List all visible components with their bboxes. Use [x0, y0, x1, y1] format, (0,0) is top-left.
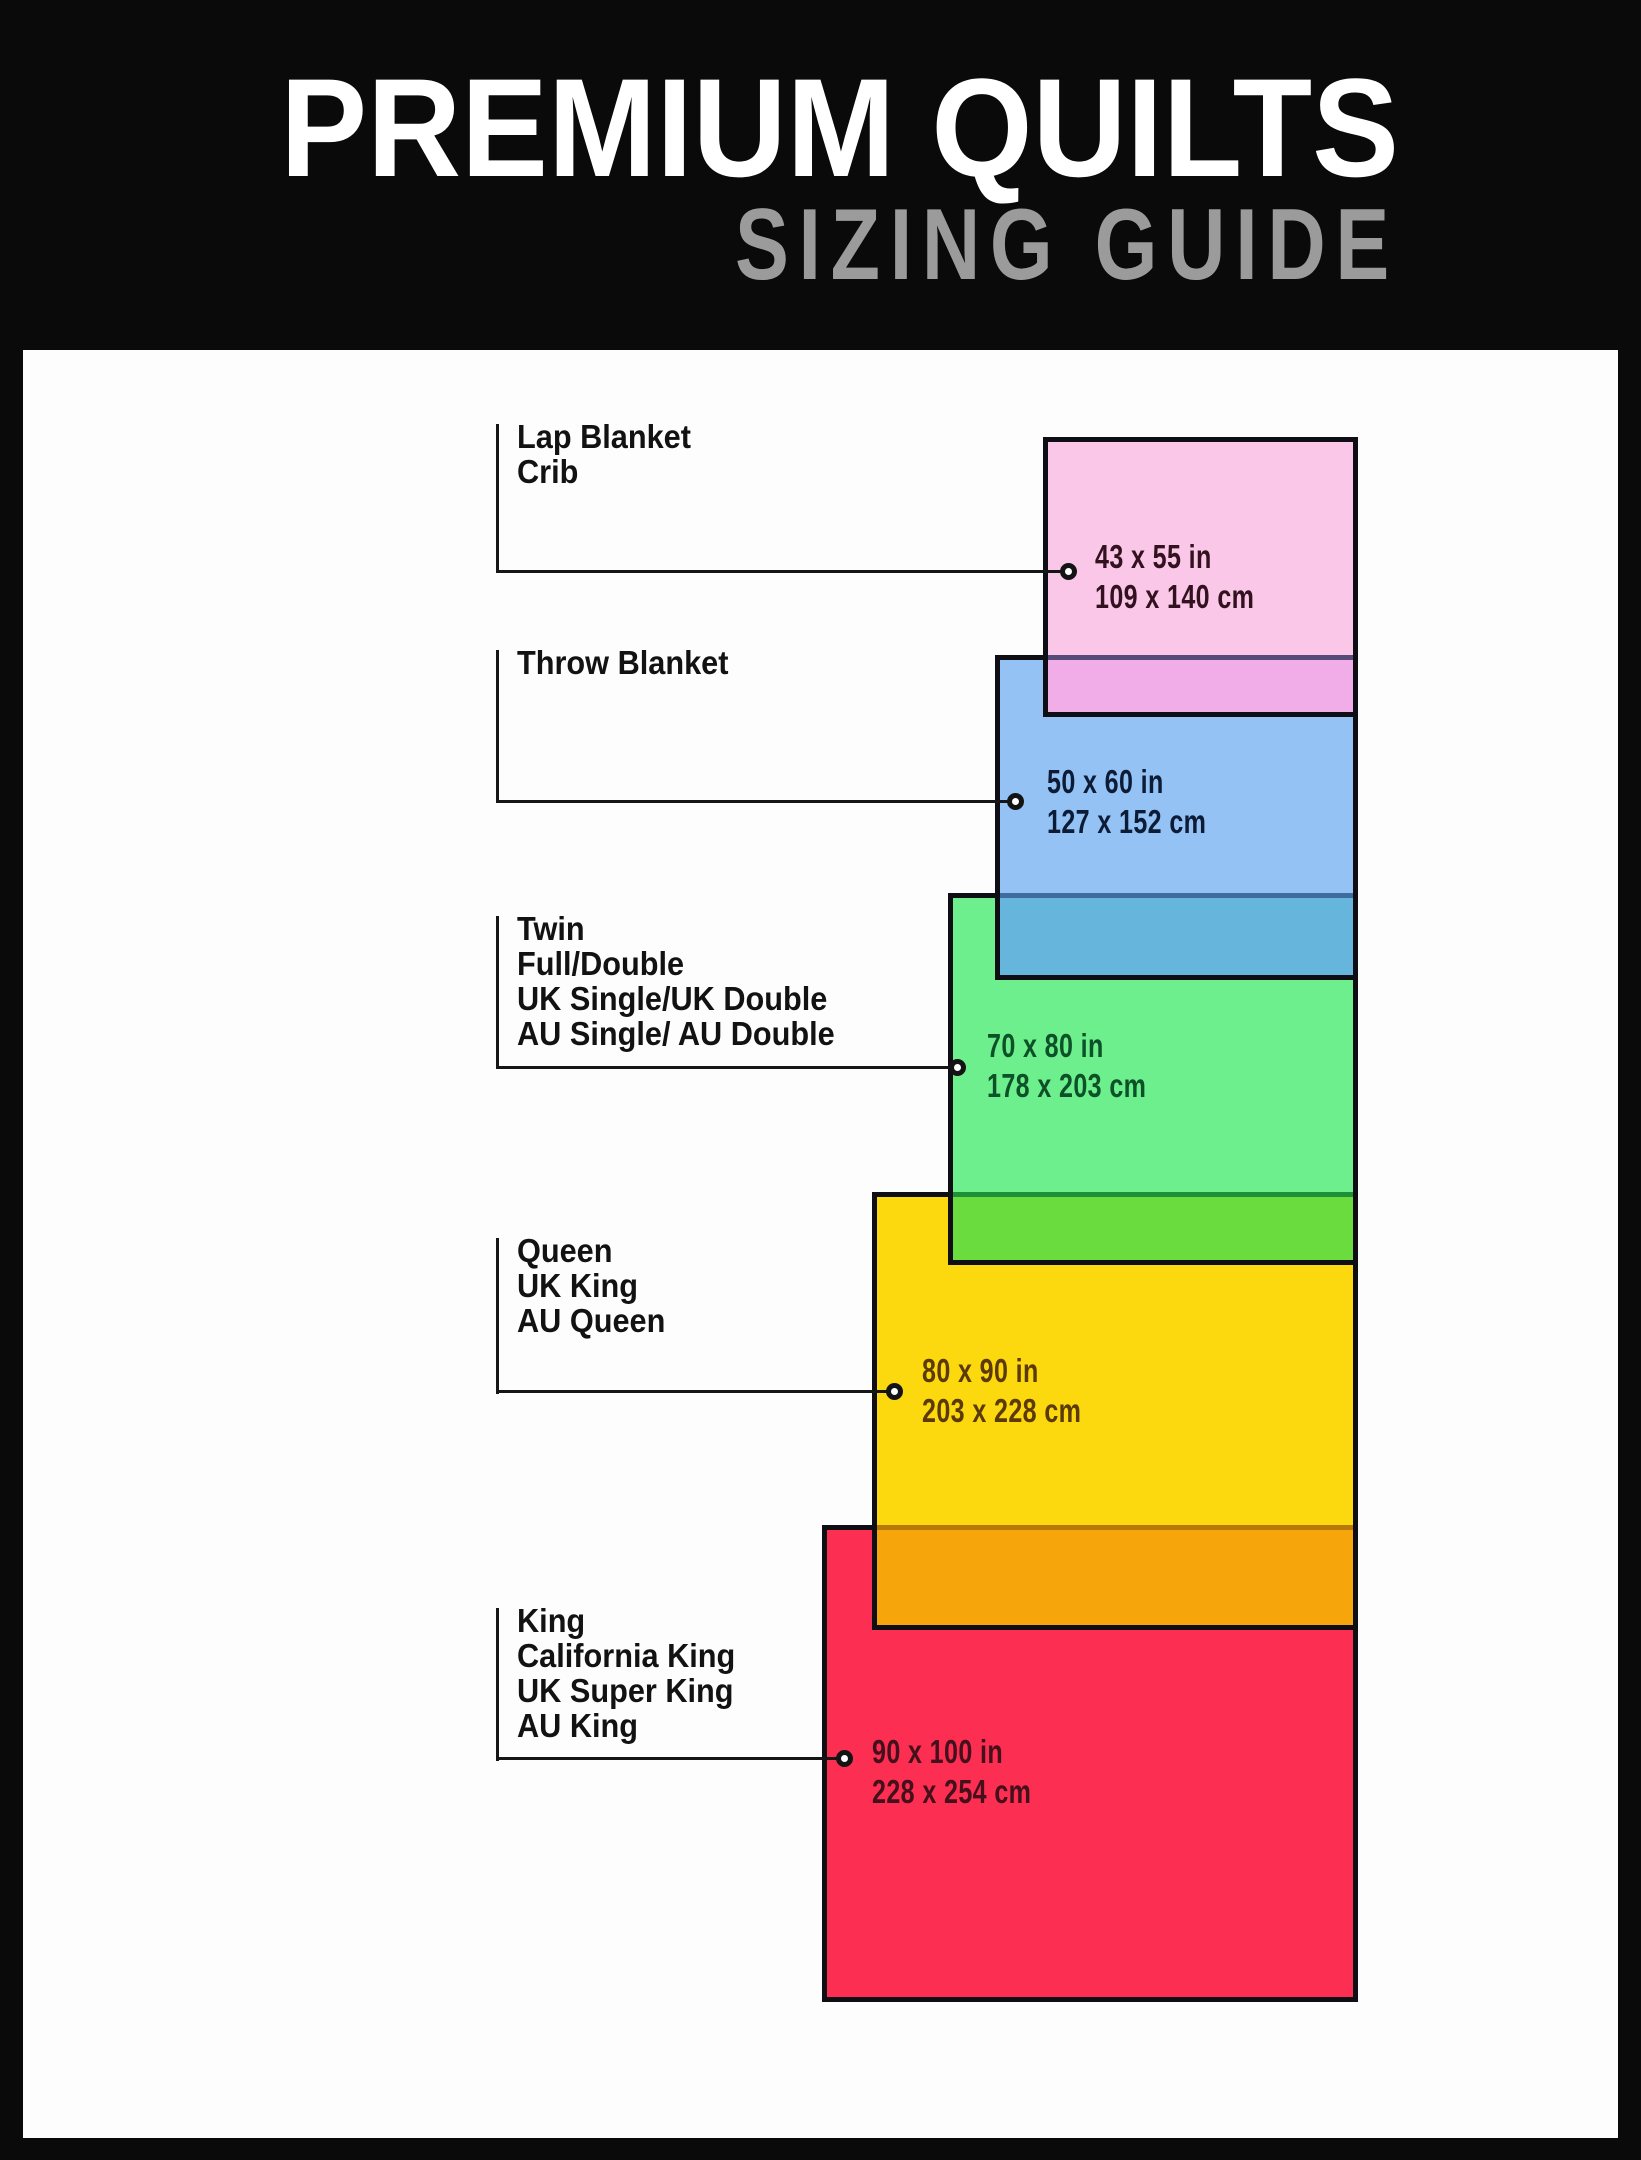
label-line: Crib — [517, 453, 579, 490]
leader-vertical-twin — [496, 916, 499, 1069]
overlap-throw-over-twin — [1000, 893, 1353, 975]
size-inches: 80 x 90 in — [922, 1352, 1039, 1389]
size-cm: 228 x 254 cm — [872, 1773, 1032, 1810]
label-line: Lap Blanket — [517, 418, 691, 455]
leader-horizontal-twin — [496, 1066, 951, 1069]
leader-dot-lap — [1060, 563, 1077, 580]
label-line: California King — [517, 1637, 736, 1674]
label-line: Throw Blanket — [517, 644, 729, 681]
leader-vertical-throw — [496, 650, 499, 803]
size-cm: 203 x 228 cm — [922, 1392, 1082, 1429]
size-inches: 50 x 60 in — [1047, 763, 1164, 800]
size-text-lap-blanket-crib — [1095, 537, 1254, 617]
label-line: UK King — [517, 1267, 639, 1304]
overlap-lap-over-throw — [1048, 655, 1353, 712]
label-group-queen — [517, 1233, 665, 1338]
size-inches: 43 x 55 in — [1095, 538, 1212, 575]
page-title: PREMIUM QUILTS — [280, 49, 1399, 206]
label-line: Full/Double — [517, 945, 685, 982]
diagram-canvas — [23, 350, 1618, 2138]
label-line: AU Queen — [517, 1302, 666, 1339]
label-line: Queen — [517, 1232, 613, 1269]
leader-horizontal-king — [496, 1757, 838, 1760]
size-cm: 178 x 203 cm — [987, 1067, 1147, 1104]
label-group-twin — [517, 911, 835, 1051]
label-group-lap-blanket-crib — [517, 419, 691, 489]
label-line: AU King — [517, 1707, 639, 1744]
page-subtitle: SIZING GUIDE — [734, 189, 1399, 301]
leader-dot-twin — [949, 1059, 966, 1076]
overlap-queen-over-king — [877, 1525, 1353, 1625]
label-line: UK Super King — [517, 1672, 734, 1709]
leader-horizontal-lap — [496, 570, 1062, 573]
leader-dot-queen — [886, 1383, 903, 1400]
size-inches: 90 x 100 in — [872, 1733, 1004, 1770]
size-text-twin — [987, 1026, 1146, 1106]
label-line: AU Single/ AU Double — [517, 1015, 835, 1052]
label-line: Twin — [517, 910, 585, 947]
overlap-twin-over-queen — [953, 1192, 1353, 1260]
leader-vertical-lap — [496, 424, 499, 573]
label-line: UK Single/UK Double — [517, 980, 828, 1017]
size-text-queen — [922, 1351, 1081, 1431]
leader-vertical-king — [496, 1608, 499, 1761]
leader-horizontal-queen — [496, 1390, 888, 1393]
size-text-throw-blanket — [1047, 762, 1206, 842]
label-group-king — [517, 1603, 735, 1743]
leader-vertical-queen — [496, 1238, 499, 1394]
label-line: King — [517, 1602, 586, 1639]
size-cm: 127 x 152 cm — [1047, 803, 1207, 840]
leader-horizontal-throw — [496, 800, 1009, 803]
label-group-throw-blanket — [517, 645, 728, 680]
leader-dot-king — [836, 1750, 853, 1767]
size-inches: 70 x 80 in — [987, 1027, 1104, 1064]
leader-dot-throw — [1007, 793, 1024, 810]
size-cm: 109 x 140 cm — [1095, 578, 1255, 615]
size-text-king — [872, 1732, 1031, 1812]
